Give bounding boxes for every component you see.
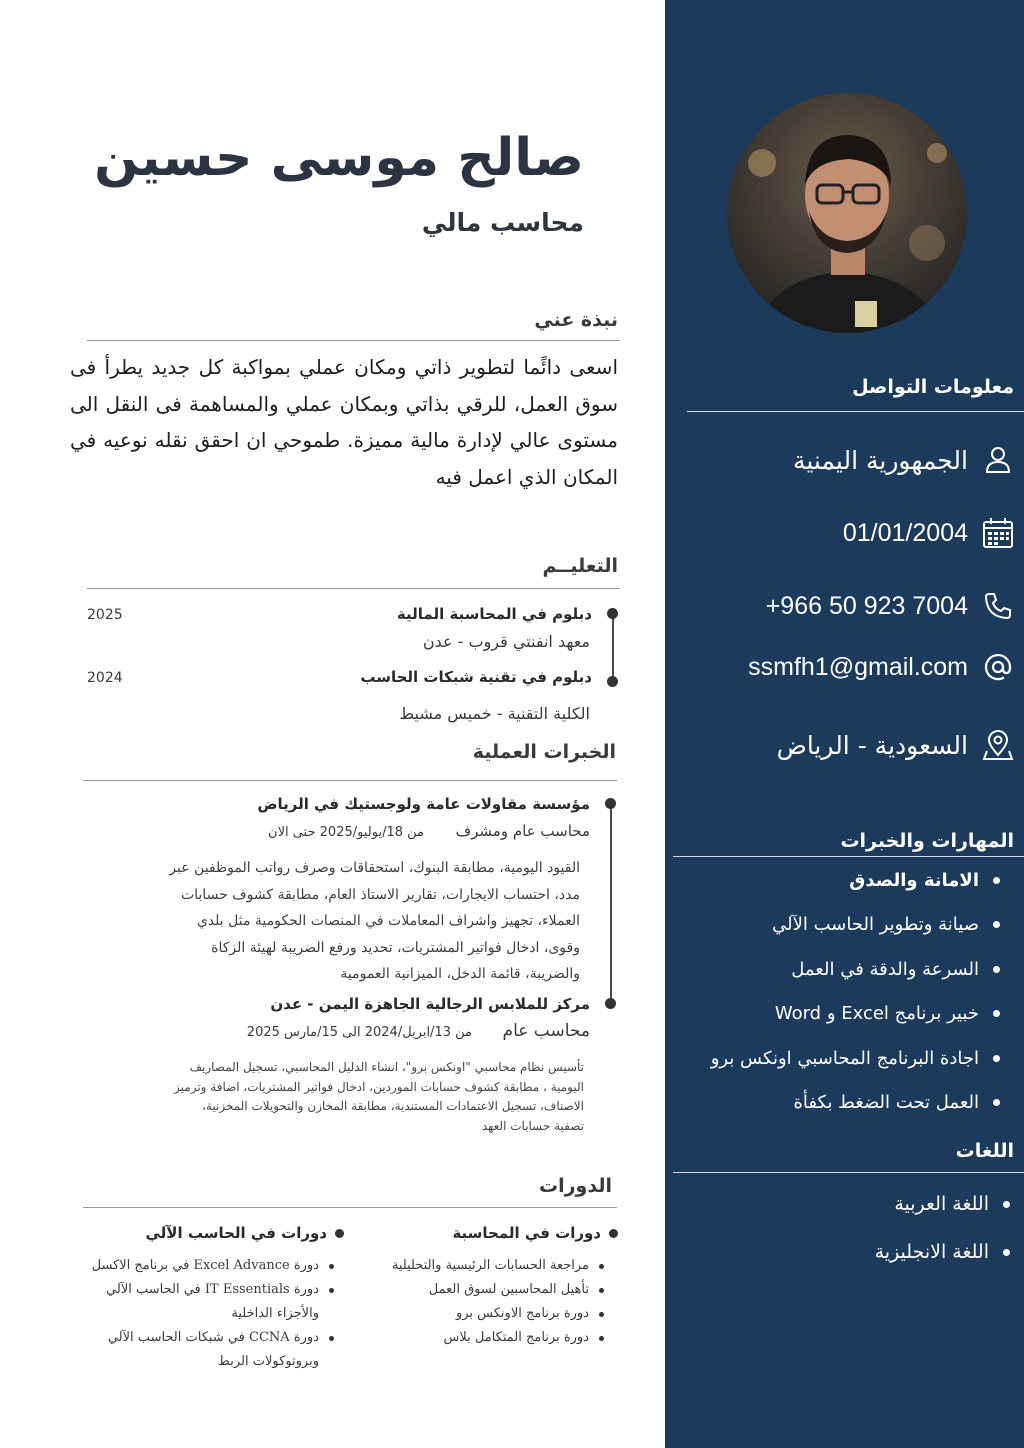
contact-heading: معلومات التواصل [852,376,1014,398]
education-degree: دبلوم في تقنية شبكات الحاسب [360,668,592,686]
country-text: الجمهورية اليمنية [792,445,968,475]
experience-position: محاسب عام ومشرف [455,822,590,840]
bullet-icon [599,1336,604,1341]
contact-divider [687,411,1024,412]
bullet-icon [993,1010,1000,1017]
at-icon [980,649,1016,685]
education-year: 2024 [87,670,123,686]
bullet-icon [329,1264,334,1269]
languages-list [875,1180,1010,1276]
phone-text[interactable]: +966 50 923 7004 [765,591,968,620]
person-name: صالح موسى حسين [94,128,584,188]
course-group-title: دورات في الحاسب الآلي [145,1224,344,1242]
timeline-dot [605,798,616,809]
skill-item: السرعة والدقة في العمل [711,947,1000,992]
bullet-icon [993,966,1000,973]
contact-location [777,723,1016,767]
courses-divider [83,1207,617,1208]
skills-list [711,858,1000,1125]
sidebar [665,0,1024,1448]
education-institution: الكلية التقنية - خميس مشيط [399,704,590,723]
experience-company: مركز للملابس الرجالية الجاهزة اليمن - عدن [270,995,590,1013]
courses-heading: الدورات [539,1175,612,1197]
language-item: اللغة الانجليزية [875,1228,1010,1276]
course-item: تأهيل المحاسبين لسوق العمل [392,1278,604,1302]
education-heading: التعليــم [542,555,618,577]
job-title: محاسب مالي [421,208,584,237]
bullet-icon [329,1336,334,1341]
education-divider [87,588,620,589]
bullet-icon [335,1229,344,1238]
bullet-icon [609,1229,618,1238]
languages-heading: اللغات [955,1140,1014,1162]
bullet-icon [599,1312,604,1317]
course-item: مراجعة الحسابات الرئيسية والتحليلية [392,1254,604,1278]
skill-item: العمل تحت الضغط بكفأة [711,1081,1000,1126]
profile-photo [727,93,967,333]
experience-divider [83,780,617,781]
computer-courses-list [92,1254,334,1374]
course-group-title: دورات في المحاسبة [452,1224,618,1242]
about-divider [87,340,620,341]
bullet-icon [329,1288,334,1293]
timeline-dot [607,608,618,619]
experience-period: من 13/ابريل/2024 الى 15/مارس 2025 [246,1025,472,1040]
experience-position: محاسب عام [502,1021,590,1041]
bullet-icon [599,1288,604,1293]
experience-description: تأسيس نظام محاسبي "اونكس برو"، انشاء الدليل المحاسبي، تسجيل المصاريف اليومية ، مطابقة كشوف حسابات الموردين، ادخال فواتير المشتريات، اضافة وترميز الاصناف، تسجيل الاعتمادات المستندية، مطابقة المخازن والتحويلات المخزنية، تصفية حسابات العهد [174,1060,584,1133]
experience-period: من 18/يوليو/2025 حتى الان [268,825,424,840]
accounting-courses-list [392,1254,604,1350]
contact-email[interactable] [748,645,1016,689]
languages-divider [673,1172,1024,1173]
skill-item: خبير برنامج Excel و Word [711,992,1000,1037]
language-item: اللغة العربية [875,1180,1010,1228]
bullet-icon [993,877,1000,884]
course-item: دورة IT Essentials في الحاسب الآلي والأجزاء الداخلية [92,1278,334,1326]
bullet-icon [599,1264,604,1269]
bullet-icon [1003,1249,1010,1256]
skills-divider [673,856,1024,857]
skill-item: صيانة وتطوير الحاسب الآلي [711,903,1000,948]
timeline-dot [605,998,616,1009]
course-item: دورة Excel Advance في برنامج الاكسل [92,1254,334,1278]
timeline-dot [607,676,618,687]
course-item: دورة CCNA في شبكات الحاسب الآلي وبروتوكولات الربط [92,1326,334,1374]
email-text[interactable]: ssmfh1@gmail.com [748,652,968,681]
about-text: اسعى دائًما لتطوير ذاتي ومكان عملي بمواكبة كل جديد يطرأ فى سوق العمل، للرقي بذاتي وبمكان عملي والمساهمة فى النقل الى مستوى عالي لإدارة مالية مميزة. طموحي ان احقق نقله نوعيه في المكان الذي اعمل فيه [70,355,618,489]
skill-item: اجادة البرنامج المحاسبي اونكس برو [711,1036,1000,1081]
education-timeline [612,614,614,682]
bullet-icon [993,1099,1000,1106]
contact-phone[interactable] [766,584,1016,628]
phone-icon [980,588,1016,624]
about-heading: نبذة عني [534,309,618,331]
calendar-icon [980,515,1016,551]
course-item: دورة برنامج الاونكس برو [392,1302,604,1326]
course-item: دورة برنامج المتكامل بلاس [392,1326,604,1350]
education-degree: دبلوم في المحاسبة المالية [396,605,592,623]
education-institution: معهد انفنتي قروب - عدن [422,632,590,651]
contact-birthdate [843,511,1016,555]
bullet-icon [993,921,1000,928]
bullet-icon [993,1055,1000,1062]
skills-heading: المهارات والخبرات [840,830,1014,852]
map-pin-icon [980,727,1016,763]
location-text: السعودية - الرياض [776,730,968,760]
contact-country [793,438,1016,482]
experience-company: مؤسسة مقاولات عامة ولوجستيك في الرياض [257,795,590,813]
birthdate-text: 01/01/2004 [842,518,968,547]
skill-item: الامانة والصدق [711,858,1000,903]
bullet-icon [1003,1201,1010,1208]
person-icon [980,442,1016,478]
experience-heading: الخبرات العملية [472,741,616,763]
experience-description: القيود اليومية، مطابقة البنوك، استحقاقات وصرف رواتب الموظفين عبر مدد، احتساب الايجارات، تقارير الاستاذ العام، مطابقة كشوف حسابات العملاء، تجهيز واشراف المعاملات في المنصات الحكومية مثل بلدي وقوى، ادخال فواتير المشتريات، تحديد ورفع الضريبة لهيئة الزكاة والضريبة، قائمة الدخل، الميزانية العمومية [169,860,580,982]
education-year: 2025 [87,607,123,623]
experience-timeline [610,805,612,1003]
